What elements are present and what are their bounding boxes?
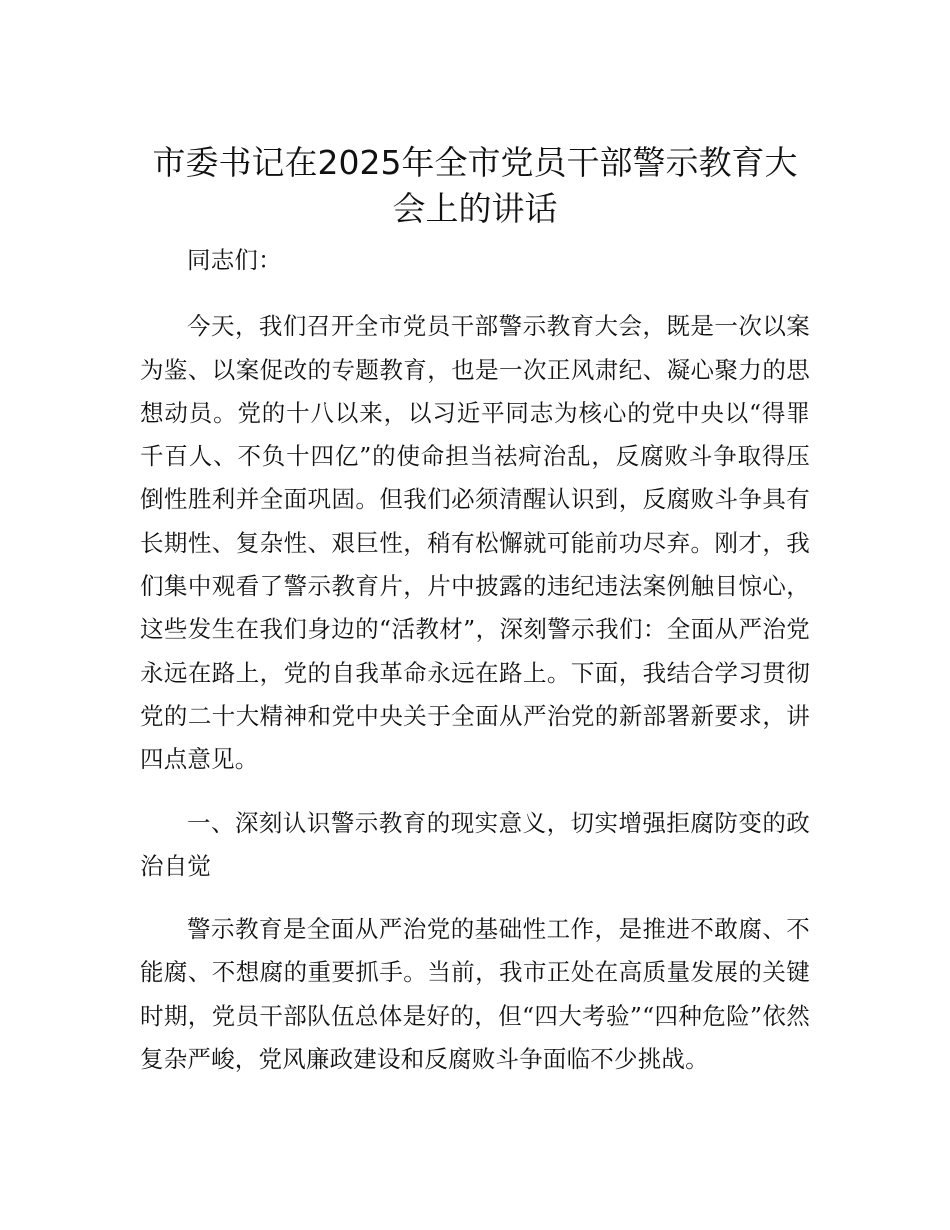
paragraph-opening: 今天，我们召开全市党员干部警示教育大会，既是一次以案为鉴、以案促改的专题教育，也是一次正风肃纪、凝心聚力的思想动员。党的十八以来，以习近平同志为核心的党中央以“得罪千百人、不负十四亿”的使命担当祛疴治乱，反腐败斗争取得压倒性胜利并全面巩固。但我们必须清醒认识到，反腐败斗争具有长期性、复杂性、艰巨性，稍有松懈就可能前功尽弃。刚才，我们集中观看了警示教育片，片中披露的违纪违法案例触目惊心，这些发生在我们身边的“活教材”，深刻警示我们：全面从严治党永远在路上，党的自我革命永远在路上。下面，我结合学习贯彻党的二十大精神和党中央关于全面从严治党的新部署新要求，讲四点意见。 xyxy=(140,312,810,774)
salutation: 同志们： xyxy=(187,246,282,274)
paragraph-section-1: 警示教育是全面从严治党的基础性工作，是推进不敢腐、不能腐、不想腐的重要抓手。当前，我市正处在高质量发展的关键时期，党员干部队伍总体是好的，但“四大考验”“四种危险”依然复杂严峻，党风廉政建设和反腐败斗争面临不少挑战。 xyxy=(140,915,810,1074)
document-title: 市委书记在2025年全市党员干部警示教育大会上的讲话 xyxy=(152,143,798,228)
document-body xyxy=(140,239,810,1081)
section-heading-1: 一、深刻认识警示教育的现实意义，切实增强拒腐防变的政治自觉 xyxy=(140,808,810,880)
